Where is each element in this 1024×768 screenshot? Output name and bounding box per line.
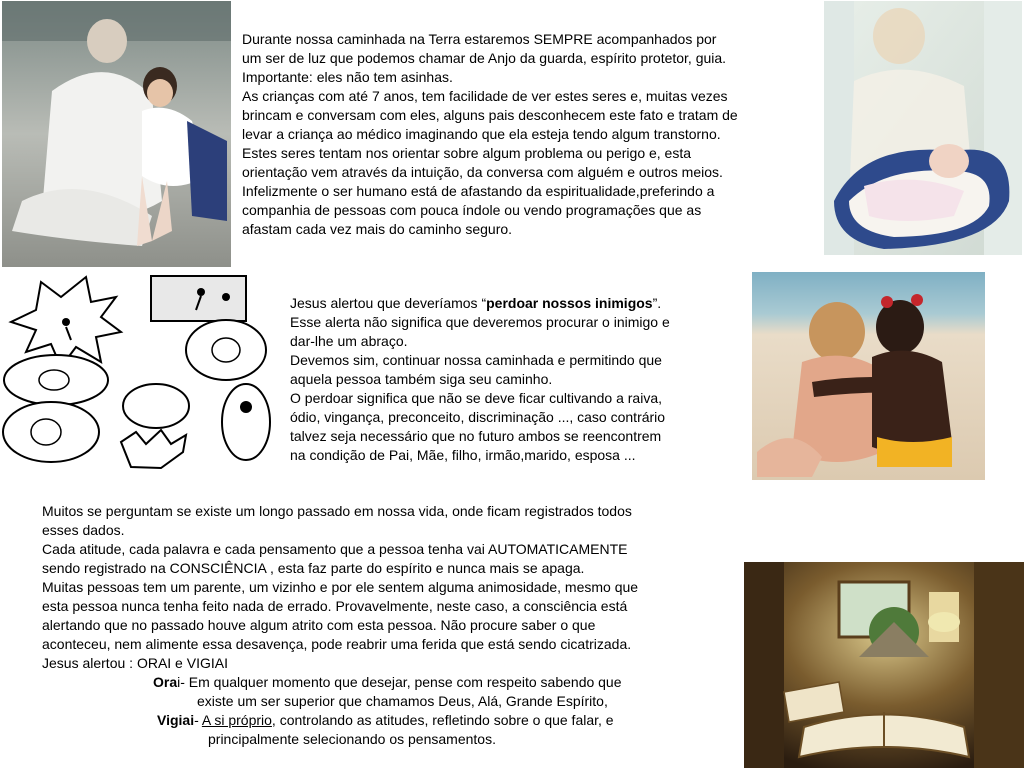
- magic-book-illustration: [744, 562, 1024, 768]
- children-beach-photo: [752, 272, 985, 480]
- text-line: na condição de Pai, Mãe, filho, irmão,marido, esposa ...: [290, 447, 636, 463]
- text-line: levar a criança ao médico imaginando que ela esteja tendo algum transtorno.: [242, 126, 721, 142]
- forgiveness-text: [290, 294, 730, 465]
- text-line: aquela pessoa também siga seu caminho.: [290, 371, 553, 387]
- text-segment: ”.: [652, 295, 662, 311]
- text-line: As crianças com até 7 anos, tem facilidade de ver estes seres e, muitas vezes: [242, 88, 728, 104]
- text-line: Cada atitude, cada palavra e cada pensamento que a pessoa tenha vai AUTOMATICAMENTE: [42, 541, 628, 557]
- conscience-text: [42, 502, 742, 749]
- text-line: Infelizmente o ser humano está de afastando da espiritualidade,preferindo a: [242, 183, 715, 199]
- text-segment: , controlando as atitudes, refletindo sobre o que falar, e: [271, 712, 614, 728]
- text-line: um ser de luz que podemos chamar de Anjo da guarda, espírito protetor, guia.: [242, 50, 727, 66]
- text-line: Esse alerta não significa que deveremos procurar o inimigo e: [290, 314, 670, 330]
- text-line: Importante: eles não tem asinhas.: [242, 69, 453, 85]
- orai-line: [42, 673, 742, 692]
- text-segment: Jesus alertou que deveríamos “: [290, 295, 487, 311]
- vigiai-bold: Vigiai: [157, 712, 195, 728]
- angel-baby-photo: [824, 1, 1022, 255]
- text-line: sendo registrado na CONSCIÊNCIA , esta faz parte do espírito e nunca mais se apaga.: [42, 560, 585, 576]
- text-line: esses dados.: [42, 522, 125, 538]
- orai-bold: Ora: [153, 674, 178, 690]
- text-line: Devemos sim, continuar nossa caminhada e permitindo que: [290, 352, 662, 368]
- text-line: aconteceu, nem alimente essa desavença, pode reabrir uma ferida que está sendo cicatrizada.: [42, 636, 632, 652]
- text-line: esta pessoa nunca tenha feito nada de errado. Provavelmente, neste caso, a consciência está: [42, 598, 628, 614]
- vigiai-underline: A si próprio: [201, 712, 272, 728]
- forgiveness-first-line: [290, 294, 730, 313]
- text-line: Muitas pessoas tem um parente, um vizinho e por ele sentem alguma animosidade, mesmo que: [42, 579, 639, 595]
- ballet-teacher-photo: [2, 1, 231, 267]
- text-line: ódio, vingança, preconceito, discriminação ..., caso contrário: [290, 409, 666, 425]
- text-line: existe um ser superior que chamamos Deus, Alá, Grande Espírito,: [197, 693, 608, 709]
- text-line: alertando que no passado houve algum atrito com esta pessoa. Não procure saber o que: [42, 617, 596, 633]
- text-line: companhia de pessoas com pouca índole ou vendo programações que as: [242, 202, 702, 218]
- text-line: Durante nossa caminhada na Terra estaremos SEMPRE acompanhados por: [242, 31, 717, 47]
- text-line: Jesus alertou : ORAI e VIGIAI: [42, 655, 228, 671]
- text-line: dar-lhe um abraço.: [290, 333, 408, 349]
- forgive-enemies-emphasis: perdoar nossos inimigos: [486, 295, 653, 311]
- comic-drawing: [1, 272, 272, 471]
- guardian-angel-text: [242, 30, 812, 239]
- text-line: orientação vem através da intuição, da conversa com alguém e outros meios.: [242, 164, 723, 180]
- text-line: Estes seres tentam nos orientar sobre algum problema ou perigo e, esta: [242, 145, 692, 161]
- text-line: talvez seja necessário que no futuro ambos se reencontrem: [290, 428, 662, 444]
- vigiai-line: [42, 711, 742, 730]
- text-segment: -: [194, 712, 202, 728]
- text-segment: i- Em qualquer momento que desejar, pense com respeito sabendo que: [177, 674, 622, 690]
- text-line: principalmente selecionando os pensamentos.: [208, 731, 496, 747]
- text-line: O perdoar significa que não se deve ficar cultivando a raiva,: [290, 390, 662, 406]
- text-line: Muitos se perguntam se existe um longo passado em nossa vida, onde ficam registrados todos: [42, 503, 632, 519]
- text-line: afastam cada vez mais do caminho seguro.: [242, 221, 513, 237]
- text-line: brincam e conversam com eles, alguns pais desconhecem este fato e tratam de: [242, 107, 738, 123]
